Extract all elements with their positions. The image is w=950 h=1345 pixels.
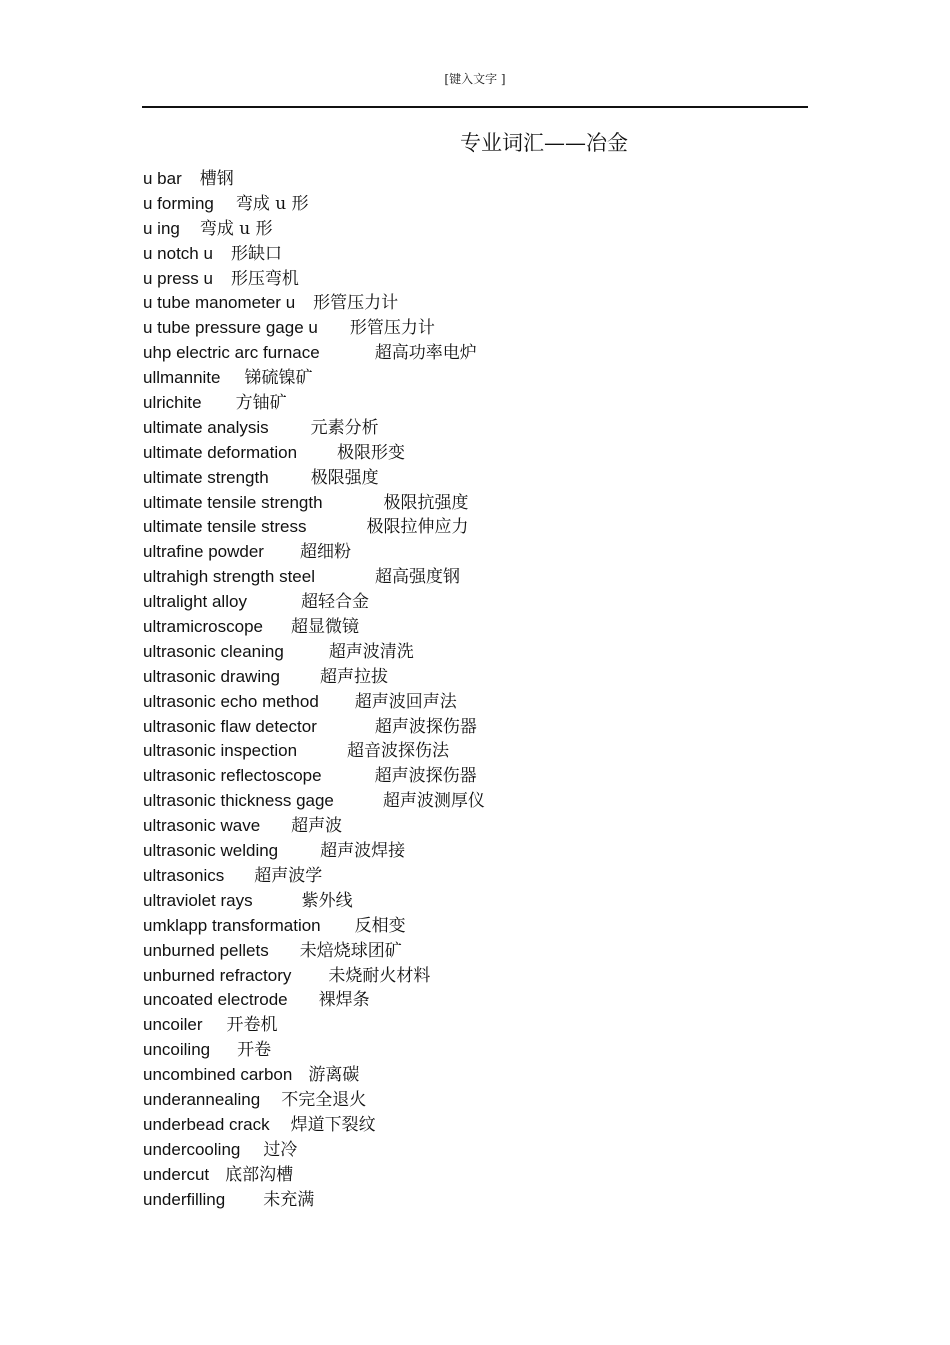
glossary-entry: [143, 441, 485, 466]
glossary-term: ultrahigh strength steel: [143, 567, 315, 587]
glossary-translation: 形压弯机: [230, 268, 299, 289]
glossary-term: ultimate analysis: [143, 417, 269, 437]
glossary-term: undercooling: [143, 1139, 241, 1159]
glossary-translation: 超声波: [291, 816, 343, 837]
glossary-term: ultrasonic flaw detector: [143, 716, 317, 736]
glossary-translation: 超声波焊接: [320, 841, 406, 862]
glossary-term: ultrasonic thickness gage: [143, 791, 334, 811]
glossary-entry: [143, 291, 485, 316]
glossary-entry: [143, 540, 485, 565]
glossary-entry: [143, 939, 485, 964]
glossary-entry: [143, 1013, 485, 1038]
glossary-entry: [143, 1163, 485, 1188]
glossary-translation: 超声波探伤器: [374, 716, 477, 737]
glossary-term: u bar: [143, 169, 182, 188]
glossary-term: ultrasonic drawing: [143, 666, 281, 686]
glossary-translation: 超细粉: [299, 542, 351, 563]
glossary-translation: 游离碳: [308, 1065, 360, 1086]
glossary-translation: 弯成 u 形: [235, 193, 309, 214]
glossary-entry: [143, 565, 485, 590]
glossary-entry: [143, 739, 485, 764]
glossary-translation: 超声波清洗: [328, 641, 414, 662]
glossary-entry: [143, 242, 485, 267]
glossary-entry: [143, 1038, 485, 1063]
glossary-translation: 反相变: [354, 915, 406, 936]
header-divider: [142, 106, 808, 108]
glossary-term: underannealing: [143, 1089, 261, 1109]
glossary-entry: [143, 391, 485, 416]
glossary-entry: [143, 466, 485, 491]
glossary-term: umklapp transformation: [143, 915, 321, 935]
glossary-term: ultimate deformation: [143, 442, 298, 462]
glossary-entry: [143, 491, 485, 516]
glossary-translation: 底部沟槽: [225, 1164, 294, 1185]
document-title: 专业词汇——冶金: [460, 131, 628, 155]
glossary-translation: 形缺口: [230, 243, 282, 264]
glossary-translation: 未焙烧球团矿: [299, 940, 402, 961]
glossary-translation: 形管压力计: [313, 293, 399, 314]
glossary-entry: [143, 1188, 485, 1213]
glossary-term: uncoiler: [143, 1015, 203, 1035]
glossary-translation: 超声波学: [254, 865, 323, 886]
glossary-entry: [143, 515, 485, 540]
glossary-term: underbead crack: [143, 1114, 270, 1134]
glossary-term: ultrasonic welding: [143, 841, 279, 861]
glossary-translation: 超高功率电炉: [374, 343, 477, 364]
glossary-term: ultralight alloy: [143, 592, 247, 612]
glossary-entry: [143, 988, 485, 1013]
glossary-translation: 极限拉伸应力: [366, 517, 469, 538]
glossary-term: ultrasonics: [143, 865, 225, 885]
glossary-term: unburned refractory: [143, 965, 292, 985]
glossary-translation: 未烧耐火材料: [328, 965, 431, 986]
glossary-translation: 裸焊条: [318, 990, 370, 1011]
glossary-term: uncombined carbon: [143, 1065, 293, 1085]
glossary-list: [143, 167, 485, 1212]
glossary-translation: 超声拉拔: [320, 666, 389, 687]
glossary-translation: 焊道下裂纹: [290, 1114, 376, 1135]
glossary-term: undercut: [143, 1164, 210, 1184]
glossary-entry: [143, 914, 485, 939]
glossary-entry: [143, 864, 485, 889]
glossary-translation: 弯成 u 形: [199, 218, 273, 239]
glossary-translation: 超声波测厚仪: [382, 791, 485, 812]
glossary-term: u press u: [143, 268, 213, 288]
glossary-translation: 方铀矿: [235, 393, 287, 414]
glossary-term: ultramicroscope: [143, 617, 263, 637]
glossary-entry: [143, 341, 485, 366]
glossary-term: ulrichite: [143, 393, 202, 413]
glossary-term: u tube manometer u: [143, 293, 296, 313]
glossary-translation: 形管压力计: [349, 318, 435, 339]
glossary-entry: [143, 267, 485, 292]
glossary-entry: [143, 964, 485, 989]
glossary-entry: [143, 789, 485, 814]
glossary-term: ultrasonic inspection: [143, 741, 298, 761]
glossary-translation: 未充满: [263, 1189, 315, 1210]
glossary-entry: [143, 690, 485, 715]
glossary-translation: 极限强度: [310, 467, 379, 488]
glossary-entry: [143, 167, 485, 192]
glossary-entry: [143, 590, 485, 615]
glossary-entry: [143, 192, 485, 217]
glossary-entry: [143, 839, 485, 864]
glossary-translation: 超显微镜: [291, 617, 359, 638]
glossary-entry: [143, 615, 485, 640]
glossary-term: ultrasonic reflectoscope: [143, 766, 322, 786]
glossary-term: unburned pellets: [143, 940, 269, 960]
glossary-term: u forming: [143, 193, 214, 213]
glossary-entry: [143, 665, 485, 690]
glossary-entry: [143, 1113, 485, 1138]
glossary-term: ultimate strength: [143, 467, 269, 487]
glossary-translation: 极限形变: [337, 442, 406, 463]
glossary-translation: 槽钢: [199, 169, 234, 189]
glossary-term: ultrasonic wave: [143, 816, 261, 836]
glossary-entry: [143, 1088, 485, 1113]
glossary-entry: [143, 640, 485, 665]
glossary-translation: 开卷: [237, 1040, 272, 1061]
glossary-translation: 超声波回声法: [354, 691, 457, 712]
glossary-translation: 锑硫镍矿: [244, 368, 313, 389]
glossary-term: ultrasonic echo method: [143, 691, 319, 711]
page-header-placeholder: [键入文字 ]: [444, 72, 506, 86]
glossary-term: uhp electric arc furnace: [143, 343, 320, 363]
glossary-translation: 超高强度钢: [375, 567, 460, 588]
glossary-entry: [143, 764, 485, 789]
glossary-term: u notch u: [143, 243, 213, 263]
glossary-translation: 极限抗强度: [383, 492, 469, 513]
glossary-entry: [143, 217, 485, 242]
glossary-entry: [143, 316, 485, 341]
glossary-term: uncoated electrode: [143, 990, 288, 1010]
glossary-translation: 超音波探伤法: [347, 741, 450, 762]
glossary-term: underfilling: [143, 1189, 226, 1209]
glossary-term: ullmannite: [143, 368, 221, 388]
glossary-translation: 超轻合金: [300, 592, 369, 613]
glossary-translation: 超声波探伤器: [374, 766, 477, 787]
glossary-translation: 元素分析: [310, 417, 379, 438]
glossary-term: ultimate tensile strength: [143, 492, 323, 512]
glossary-term: ultraviolet rays: [143, 890, 253, 910]
glossary-translation: 过冷: [263, 1139, 298, 1160]
glossary-term: u tube pressure gage u: [143, 318, 318, 338]
glossary-term: ultrasonic cleaning: [143, 641, 284, 661]
glossary-term: u ing: [143, 218, 180, 238]
glossary-entry: [143, 715, 485, 740]
glossary-entry: [143, 1063, 485, 1088]
glossary-entry: [143, 1138, 485, 1163]
glossary-entry: [143, 416, 485, 441]
glossary-entry: [143, 814, 485, 839]
glossary-term: ultimate tensile stress: [143, 517, 307, 537]
glossary-translation: 不完全退火: [281, 1089, 367, 1110]
glossary-term: uncoiling: [143, 1040, 211, 1060]
glossary-translation: 开卷机: [226, 1015, 278, 1036]
glossary-term: ultrafine powder: [143, 542, 264, 562]
glossary-entry: [143, 366, 485, 391]
glossary-translation: 紫外线: [301, 890, 353, 911]
glossary-entry: [143, 889, 485, 914]
